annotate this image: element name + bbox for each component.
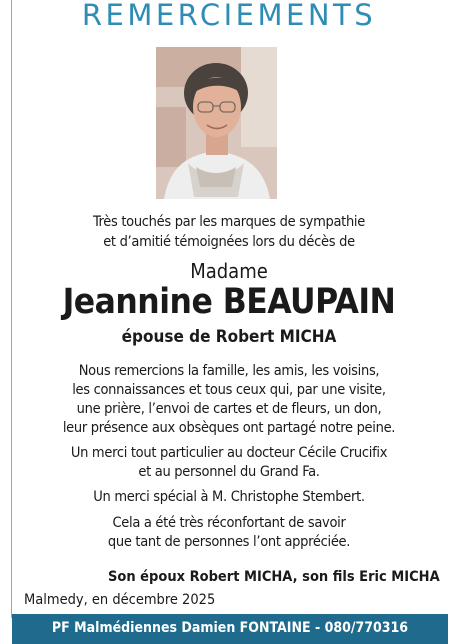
notice-heading: REMERCIEMENTS <box>81 0 377 32</box>
honorific: Madame <box>190 259 268 283</box>
funeral-home-footer: PF Malmédiennes Damien FONTAINE - 080/770316 <box>12 614 448 644</box>
comfort-line: Cela a été très réconfortant de savoir <box>112 515 346 531</box>
thanks-line: Nous remercions la famille, les amis, les voisins, <box>78 363 380 379</box>
intro-line: et d’amitié témoignées lors du décès de <box>103 234 355 250</box>
deceased-name: Jeannine BEAUPAIN <box>62 282 396 322</box>
thanks-line: les connaissances et tous ceux qui, par une visite, <box>72 382 386 398</box>
special-thanks-line: Un merci spécial à M. Christophe Stembert. <box>93 489 365 505</box>
thanks-line: une prière, l’envoi de cartes et de fleurs, un don, <box>76 401 382 417</box>
doctor-thanks-line: et au personnel du Grand Fa. <box>138 464 320 480</box>
doctor-thanks-line: Un merci tout particulier au docteur Cécile Crucifix <box>70 445 388 461</box>
place-date: Malmedy, en décembre 2025 <box>24 592 216 608</box>
portrait-photo <box>156 47 277 199</box>
spouse-line: épouse de Robert MICHA <box>121 327 337 347</box>
portrait-icon <box>156 47 277 199</box>
thanks-line: leur présence aux obsèques ont partagé notre peine. <box>62 420 396 436</box>
intro-line: Très touchés par les marques de sympathie <box>92 214 365 230</box>
comfort-line: que tant de personnes l’ont appréciée. <box>107 534 351 550</box>
family-signature: Son époux Robert MICHA, son fils Eric MICHA <box>108 569 440 585</box>
